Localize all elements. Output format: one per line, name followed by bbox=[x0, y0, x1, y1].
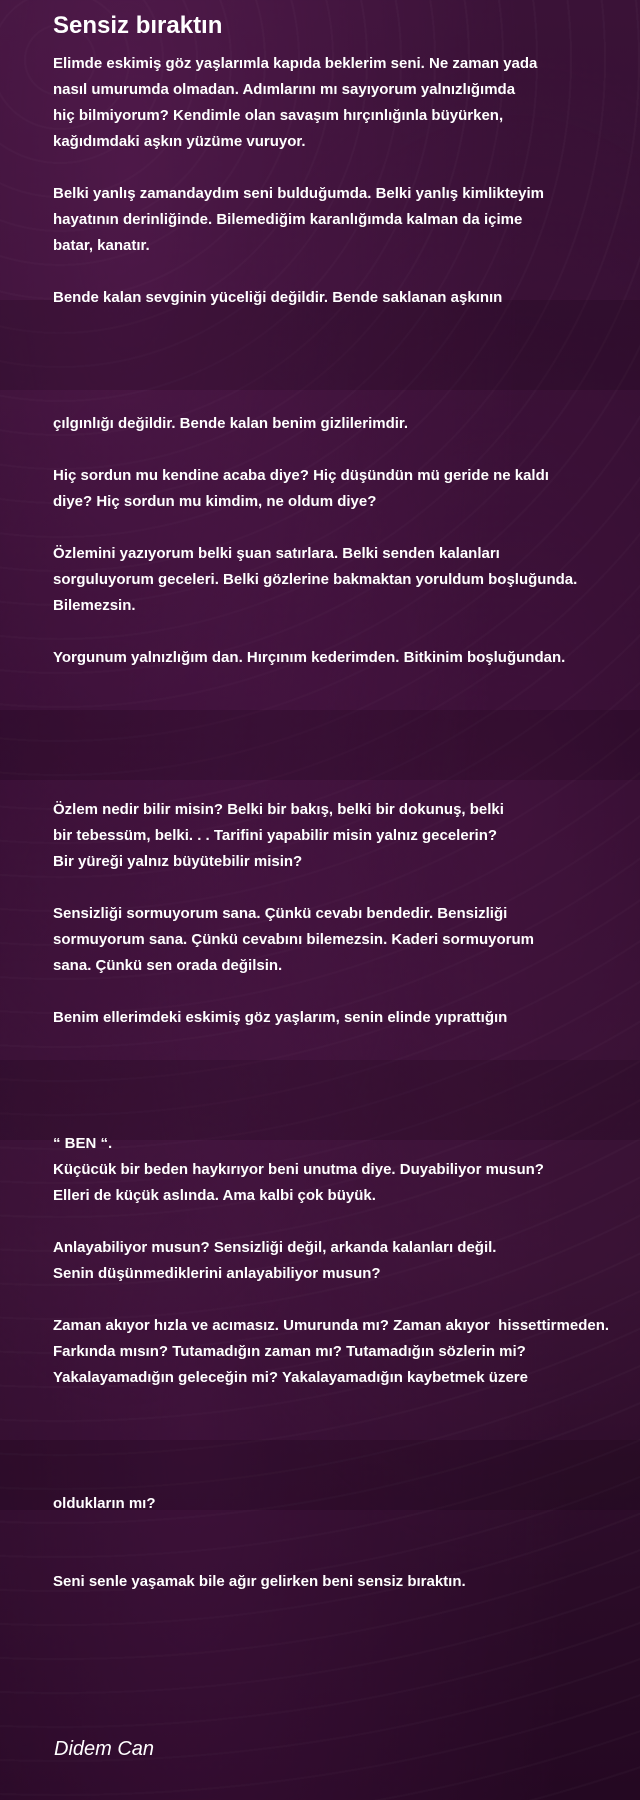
poem-paragraph: Bende kalan sevginin yüceliği değildir. Bende saklanan aşkının bbox=[53, 289, 503, 306]
poem-paragraph: Elimde eskimiş göz yaşlarımla kapıda beklerim seni. Ne zaman yada nasıl umurumda olmadan. Adımlarını mı sayıyorum yalnızlığımda hiç bilmiyorum? Kendimle olan savaşım hırçınlığınla büyürken, kağıdımdaki aşkın yüzüme vuruyor. bbox=[53, 55, 538, 150]
poem-paragraph: oldukların mı? bbox=[53, 1495, 156, 1512]
poem-paragraph: Seni senle yaşamak bile ağır gelirken beni sensiz bıraktın. bbox=[53, 1573, 466, 1590]
poem-paragraph: Sensizliği sormuyorum sana. Çünkü cevabı bendedir. Bensizliği sormuyorum sana. Çünkü cevabını bilemezsin. Kaderi sormuyorum sana. Çünkü sen orada değilsin. bbox=[53, 905, 534, 974]
poem-paragraph: Özlem nedir bilir misin? Belki bir bakış, belki bir dokunuş, belki bir tebessüm, belki. . . Tarifini yapabilir misin yalnız gecelerin? Bir yüreği yalnız büyütebilir misin? bbox=[53, 801, 504, 870]
poem-paragraph: Zaman akıyor hızla ve acımasız. Umurunda mı? Zaman akıyor hissettirmeden. Farkında mısın? Tutamadığın zaman mı? Tutamadığın sözlerin mi? Yakalayamadığın geleceğin mi? Yakalayamadığın kaybetmek üzere bbox=[53, 1317, 610, 1386]
poem-paragraph: Yorgunum yalnızlığım dan. Hırçınım kederimden. Bitkinim boşluğundan. bbox=[53, 649, 566, 666]
poem-paragraph: “ BEN “. Küçücük bir beden haykırıyor beni unutma diye. Duyabiliyor musun? Elleri de küçük aslında. Ama kalbi çok büyük. bbox=[53, 1135, 544, 1204]
poem-paragraph: Benim ellerimdeki eskimiş göz yaşlarım, senin elinde yıprattığın bbox=[53, 1009, 508, 1026]
poem-paragraph: Özlemini yazıyorum belki şuan satırlara. Belki senden kalanları sorguluyorum geceleri. Belki gözlerine bakmaktan yoruldum boşluğunda. Bilemezsin. bbox=[53, 545, 578, 614]
poem-author: Didem Can bbox=[54, 1738, 155, 1760]
poem-paragraph: Belki yanlış zamandaydım seni bulduğumda. Belki yanlış kimlikteyim hayatının derinliğinde. Bilemediğim karanlığımda kalman da içime batar, kanatır. bbox=[53, 185, 545, 254]
poem-paragraph: Hiç sordun mu kendine acaba diye? Hiç düşündün mü geride ne kaldı diye? Hiç sordun mu kimdim, ne oldum diye? bbox=[53, 467, 549, 510]
poem-paragraph: Anlayabiliyor musun? Sensizliği değil, arkanda kalanları değil. Senin düşünmediklerini anlayabiliyor musun? bbox=[53, 1239, 497, 1282]
poem-paragraph: çılgınlığı değildir. Bende kalan benim gizlilerimdir. bbox=[53, 415, 409, 432]
poem-title: Sensiz bıraktın bbox=[53, 12, 223, 39]
